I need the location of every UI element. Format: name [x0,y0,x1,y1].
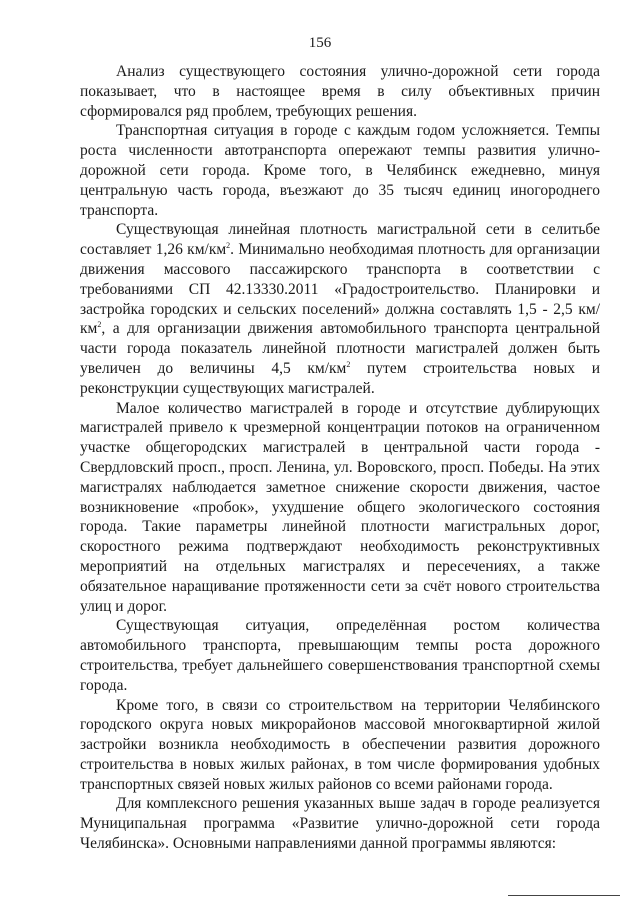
paragraph-4: Малое количество магистралей в городе и отсутствие дублирующих магистралей привело к чрезмерной концентрации потоков на ограниченном участке общегородских магистралей в центральной части города - Свердловский просп., просп. Ленина, ул. Воровского, просп. Победы. На этих магистралях наблюдается заметное снижение скорости движения, частое возникновение «пробок», ухудшение общего экологического состояния города. Такие параметры линейной плотности магистральных дорог, скоростного режима подтверждают необходимость реконструктивных мероприятий на отдельных магистралях и пересечениях, а также обязательное наращивание протяженности сети за счёт нового строительства улиц и дорог. [80,399,600,615]
paragraph-2: Транспортная ситуация в городе с каждым годом усложняется. Темпы роста численности автотранспорта опережают темпы развития улично-дорожной сети города. Кроме того, в Челябинск ежедневно, минуя центральную часть города, въезжают до 35 тысяч единиц иногороднего транспорта. [80,122,600,219]
bottom-divider [508,895,620,896]
superscript-2: 2 [97,320,102,330]
page-number: 156 [308,35,332,51]
paragraph-3-part-c: , а для организации движения автомобильного транспорта центральной части города показатель линейной плотности магистралей должен быть увеличен до величины 4,5 км/км [80,320,600,377]
superscript-2: 2 [226,241,231,251]
paragraph-1: Анализ существующего состояния улично-дорожной сети города показывает, что в настоящее время в силу объективных причин сформировался ряд проблем, требующих решения. [80,63,600,120]
paragraph-3-part-b: . Минимально необходимая плотность для организации движения массового пассажирского транспорта в соответствии с требованиями СП 42.13330.2011 «Градостроительство. Планировки и застройка городских и сельских поселений» должна составлять 1,5 - 2,5 км/км [80,241,600,338]
document-body [80,62,600,854]
paragraph-7: Для комплексного решения указанных выше задач в городе реализуется Муниципальная программа «Развитие улично-дорожной сети города Челябинска». Основными направлениями данной программы являются: [80,795,600,853]
paragraph-3 [80,220,600,398]
superscript-2: 2 [346,359,351,369]
paragraph-3-part-d: путем строительства новых и реконструкции существующих магистралей. [80,359,600,397]
paragraph-5: Существующая ситуация, определённая ростом количества автомобильного транспорта, превышающим темпы роста дорожного строительства, требует дальнейшего совершенствования транспортной схемы города. [80,617,600,694]
paragraph-6: Кроме того, в связи со строительством на территории Челябинского городского округа новых микрорайонов массовой многоквартирной жилой застройки возникла необходимость в обеспечении развития дорожного строительства в новых жилых районах, в том числе формирования удобных транспортных связей новых жилых районов со всеми районами города. [80,696,600,793]
paragraph-3-part-a: Существующая линейная плотность магистральной сети в селитьбе составляет 1,26 км/км [80,221,600,259]
